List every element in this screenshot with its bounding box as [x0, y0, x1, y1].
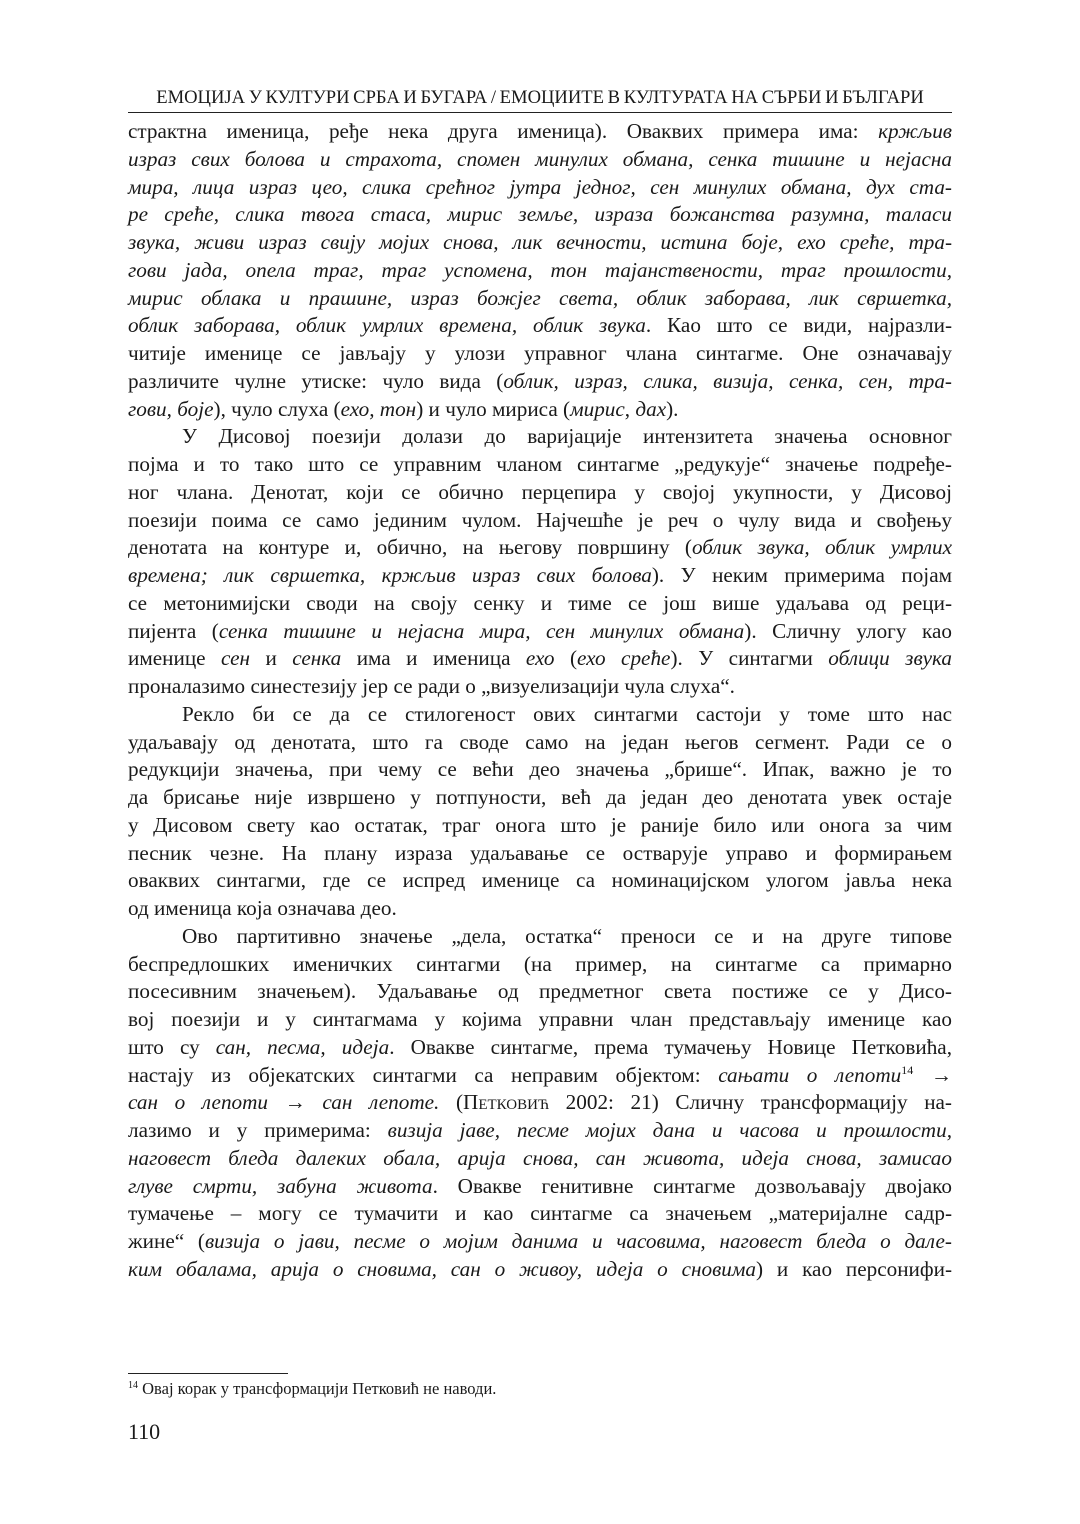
- text-run: пијента (: [128, 618, 219, 643]
- footnote: [128, 1378, 952, 1400]
- text-line: [128, 174, 952, 202]
- text-line: [128, 1228, 952, 1256]
- text-line: [128, 423, 952, 451]
- text-line: [128, 285, 952, 313]
- text-run: различите чулне утиске: чуло вида (: [128, 368, 504, 393]
- text-line: [128, 1173, 952, 1201]
- text-line: [128, 201, 952, 229]
- text-run: што су: [128, 1034, 216, 1059]
- italic-run: сањати о лепоти: [718, 1062, 902, 1087]
- text-run: вој поезији и у синтагмама у којима управни члан представљају именице као: [128, 1007, 952, 1031]
- text-line: [128, 923, 952, 951]
- italic-run: ехо: [525, 646, 555, 671]
- italic-run: облик звука, облик умрлих: [691, 535, 952, 560]
- text-run: ) и као персонифи-: [756, 1256, 953, 1281]
- italic-run: глуве смрти, забуна живота: [128, 1173, 433, 1198]
- italic-run: облици звука: [828, 646, 953, 671]
- text-run: ). У синтагми: [670, 646, 829, 671]
- text-line: [128, 534, 952, 562]
- text-line: [128, 1089, 952, 1117]
- text-line: [128, 1200, 952, 1228]
- text-line: [128, 451, 952, 479]
- text-line: [128, 1145, 952, 1173]
- text-line: [128, 562, 952, 590]
- text-run: има и именица: [341, 646, 526, 671]
- text-line: [128, 1006, 952, 1034]
- text-run: ног члана. Денотат, који се обично перцепира у својој укупности, у Дисовој: [128, 479, 952, 504]
- text-line: [128, 673, 952, 701]
- text-run: читије именице се јављају у улози управног члана синтагме. Оне означавају: [128, 341, 952, 365]
- text-line: [128, 978, 952, 1006]
- text-run: Рекло би се да се стилогеност ових синтагми састоји у томе што нас: [182, 701, 952, 726]
- italic-run: мирис облака и прашине, израз божјег света, облик заборава, лик свршетка,: [128, 285, 952, 310]
- footnote-number: 14: [128, 1380, 138, 1391]
- text-run: (: [439, 1090, 464, 1115]
- text-run: посесивним значењем). Удаљавање од предметног света постиже се у Дисо-: [128, 979, 952, 1004]
- footnote-divider: [128, 1373, 288, 1374]
- italic-run: сан, песма, идеја: [215, 1034, 390, 1059]
- text-run: . Овакве генитивне синтагме дозвољавају двојако: [432, 1173, 952, 1198]
- text-line: [128, 784, 952, 812]
- italic-run: облик, израз, слика, визија, сенка, сен, тра-: [503, 368, 952, 393]
- text-line: [128, 340, 952, 368]
- text-run: оваквих синтагми, где се испред именице са номинацијском улогом јавља нека: [128, 868, 952, 893]
- text-run: удаљавају од денотата, што га своде само на један његов сегмент. Ради се о: [128, 729, 952, 754]
- italic-run: сенка тишине и нејасна мира, сен минулих обмана: [218, 618, 745, 643]
- page-number: 110: [128, 1419, 161, 1444]
- text-line: [128, 1256, 952, 1284]
- footnote-ref: 14: [901, 1062, 914, 1077]
- italic-run: визија о јави, песме о мојим данима и часовима, наговест бледа о дале-: [204, 1229, 952, 1253]
- small-caps-run: Петковић: [463, 1090, 550, 1115]
- text-line: [128, 756, 952, 784]
- italic-run: ким обалама, арија о сновима, сан о живоу, идеја о сновима: [128, 1256, 757, 1281]
- text-run: беспредлошких именичких синтагми (на пример, на синтагме са примарно: [128, 951, 952, 976]
- running-header: ЕМОЦИЈА У КУЛТУРИ СРБА И БУГАРА / ЕМОЦИИТЕ В КУЛТУРАТА НА СЪРБИ И БЪЛГАРИ: [128, 84, 952, 113]
- italic-run: кржљив: [878, 119, 952, 143]
- italic-run: времена; лик свршетка, кржљив израз свих болова: [128, 563, 652, 587]
- text-run: ), чуло слуха (: [213, 396, 341, 421]
- text-line: [128, 312, 952, 340]
- text-run: проналазимо синестезију јер се ради о „визуелизацији чула слуха“.: [128, 674, 735, 698]
- text-line: [128, 146, 952, 174]
- text-run: од именица која означава део.: [128, 896, 397, 920]
- italic-run: сенка: [292, 646, 342, 671]
- italic-run: мирис: [570, 396, 625, 421]
- italic-run: мира, лица израз цео, слика срећног јутра једног, сен минулих обмана, дух ста-: [128, 174, 952, 199]
- body-text: [128, 118, 952, 1284]
- text-run: именице: [128, 646, 221, 671]
- text-line: [128, 118, 952, 146]
- text-line: [128, 895, 952, 923]
- text-run: тумачење – могу се тумачити и као синтагме са значењем „материјалне садр-: [128, 1201, 952, 1226]
- text-line: [128, 729, 952, 757]
- text-run: песник чезне. На плану израза удаљавање се остварује управо и формирањем: [128, 840, 952, 865]
- italic-run: ехо среће: [577, 646, 671, 671]
- text-run: →: [913, 1062, 953, 1087]
- footnote-text: Овај корак у трансформацији Петковић не наводи.: [138, 1379, 497, 1398]
- italic-run: сан о лепоти → сан лепоте.: [128, 1090, 440, 1115]
- italic-run: гови јада, опела траг, траг успомена, тон тајанствености, траг прошлости,: [128, 257, 952, 282]
- italic-run: гови, боје: [128, 396, 214, 421]
- text-run: ) и чуло мириса (: [416, 396, 571, 421]
- text-run: да брисање није извршено у потпуности, већ да један део денотата увек остаје: [128, 785, 952, 809]
- text-line: [128, 257, 952, 285]
- italic-run: наговест бледа далеких обала, арија снова, сан живота, идеја снова, замисао: [128, 1145, 952, 1170]
- text-line: [128, 590, 952, 618]
- italic-run: облик заборава, облик умрлих времена, облик звука: [128, 313, 646, 338]
- italic-run: звука, живи израз свију мојих снова, лик вечности, истина боје, ехо среће, тра-: [128, 230, 952, 254]
- text-run: ).: [666, 396, 679, 421]
- italic-run: ре среће, слика твога стаса, мирис земље, израза божанства разумна, таласи: [128, 202, 952, 227]
- text-line: [128, 951, 952, 979]
- text-line: [128, 1062, 952, 1090]
- text-run: . Као што се види, најразли-: [645, 313, 952, 338]
- text-line: [128, 867, 952, 895]
- text-line: [128, 1117, 952, 1145]
- text-line: [128, 645, 952, 673]
- italic-run: израз свих болова и страхота, спомен минулих обмана, сенка тишине и нејасна: [128, 146, 952, 171]
- text-line: [128, 1034, 952, 1062]
- text-line: [128, 840, 952, 868]
- text-run: ). У неким примерима појам: [651, 563, 953, 587]
- text-run: се метонимијски своди на своју сенку и тиме се још више удаљава од реци-: [128, 590, 952, 615]
- text-run: страктна именица, ређе нека друга именица). Оваквих примера има:: [128, 119, 879, 143]
- italic-run: дах: [635, 396, 667, 421]
- text-run: лазимо и у примерима:: [128, 1118, 388, 1142]
- italic-run: визија јаве, песме мојих дана и часова и прошлости,: [387, 1118, 952, 1142]
- text-run: настају из објекатских синтагми са неправим објектом:: [128, 1062, 719, 1087]
- text-run: жине“ (: [128, 1229, 205, 1253]
- text-line: [128, 229, 952, 257]
- text-run: ). Сличну улогу као: [744, 618, 952, 643]
- text-run: У Дисовој поезији долази до варијације интензитета значења основног: [182, 424, 952, 449]
- text-line: [128, 368, 952, 396]
- text-run: редукцији значења, при чему се већи део значења „брише“. Ипак, важно је то: [128, 757, 952, 782]
- text-run: ,: [624, 396, 636, 421]
- text-run: (: [554, 646, 578, 671]
- text-line: [128, 507, 952, 535]
- text-run: 2002: 21) Сличну трансформацију на-: [549, 1090, 952, 1115]
- text-line: [128, 479, 952, 507]
- text-run: Ово партитивно значење „дела, остатка“ преноси се и на друге типове: [182, 923, 952, 948]
- text-run: поезији поима се само јединим чулом. Најчешће је реч о чулу вида и свођењу: [128, 507, 952, 532]
- text-run: и: [250, 646, 293, 671]
- italic-run: сен: [221, 646, 251, 671]
- text-line: [128, 396, 952, 424]
- text-line: [128, 812, 952, 840]
- italic-run: ехо, тон: [340, 396, 417, 421]
- text-run: појма и то тако што се управним чланом синтагме „редукује“ значење подређе-: [128, 452, 952, 476]
- text-run: денотата на контуре и, обично, на његову површину (: [128, 535, 692, 560]
- text-line: [128, 701, 952, 729]
- text-run: у Дисовом свету као остатак, траг онога што је раније било или онога за чим: [128, 812, 952, 837]
- text-run: . Овакве синтагме, према тумачењу Новице Петковића,: [389, 1034, 953, 1059]
- text-line: [128, 618, 952, 646]
